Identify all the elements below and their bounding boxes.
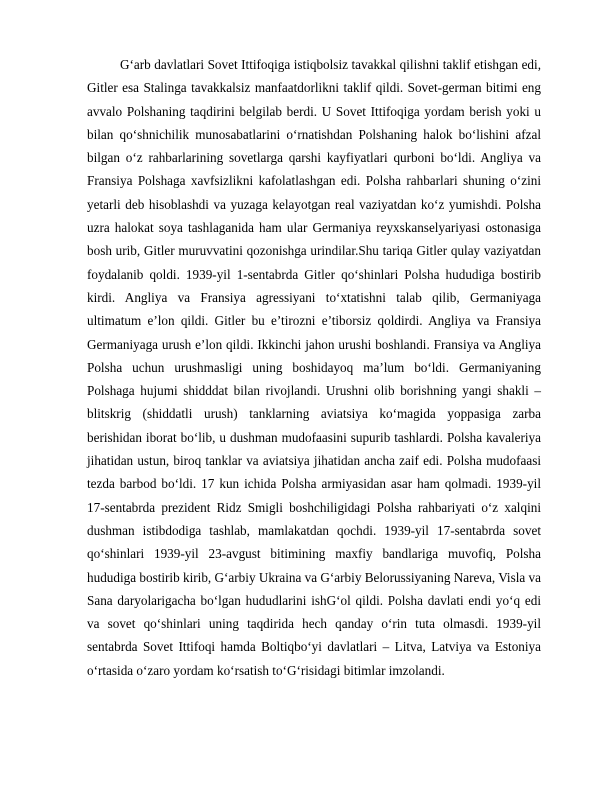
body-paragraph: G‘arb davlatlari Sovet Ittifoqiga istiqbolsiz tavakkal qilishni taklif etishgan edi, Gitler esa Stalinga tavakkalsiz manfaatdorlikni taklif qildi. Sovet-german bitimi eng avvalo Polshaning taqdirini belgilab berdi. U Sovet Ittifoqiga yordam berish yoki u bilan qo‘shnichilik munosabatlarini o‘rnatishdan Polshaning halok bo‘lishini afzal bilgan o‘z rahbarlarining sovetlarga qarshi kayfiyatlari qurboni bo‘ldi. Angliya va Fransiya Polshaga xavfsizlikni kafolatlashgan edi. Polsha rahbarlari shuning o‘zini yetarli deb hisoblashdi va yuzaga kelayotgan real vaziyatdan ko‘z yumishdi. Polsha uzra halokat soya tashlaganida ham ular Germaniya reyxskanselyariyasi ostonasiga bosh urib, Gitler muruvvatini qozonishga urindilar.Shu tariqa Gitler qulay vaziyatdan foydalanib qoldi. 1939-yil 1-sentabrda Gitler qo‘shinlari Polsha hududiga bostirib kirdi. Angliya va Fransiya agressiyani to‘xtatishni talab qilib, Germaniyaga ultimatum e’lon qildi. Gitler bu e’tirozni e’tiborsiz qoldirdi. Angliya va Fransiya Germaniyaga urush e’lon qildi. Ikkinchi jahon urushi boshlandi. Fransiya va Angliya Polsha uchun urushmasligi uning boshidayoq ma’lum bo‘ldi. Germaniyaning Polshaga hujumi shidddat bilan rivojlandi. Urushni olib borishning yangi shakli – blitskrig (shiddatli urush) tanklarning aviatsiya ko‘magida yoppasiga zarba berishidan iborat bo‘lib, u dushman mudofaasini supurib tashlardi. Polsha kavaleriya jihatidan ustun, biroq tanklar va aviatsiya jihatidan ancha zaif edi. Polsha mudofaasi tezda barbod bo‘ldi. 17 kun ichida Polsha armiyasidan asar ham qolmadi. 1939-yil 17-sentabrda prezident Ridz Smigli boshchiligidagi Polsha rahbariyati o‘z xalqini dushman istibdodiga tashlab, mamlakatdan qochdi. 1939-yil 17-sentabrda sovet qo‘shinlari 1939-yil 23-avgust bitimining maxfiy bandlariga muvofiq, Polsha hududiga bostirib kirib, G‘arbiy Ukraina va G‘arbiy Belorussiyaning Nareva, Visla va Sana daryolarigacha bo‘lgan hududlarini ishG‘ol qildi. Polsha davlati endi yo‘q edi va sovet qo‘shinlari uning taqdirida hech qanday o‘rin tuta olmasdi. 1939-yil sentabrda Sovet Ittifoqi hamda Boltiqbo‘yi davlatlari – Litva, Latviya va Estoniya o‘rtasida o‘zaro yordam ko‘rsatish to‘G‘risidagi bitimlar imzolandi. (87, 57, 541, 678)
